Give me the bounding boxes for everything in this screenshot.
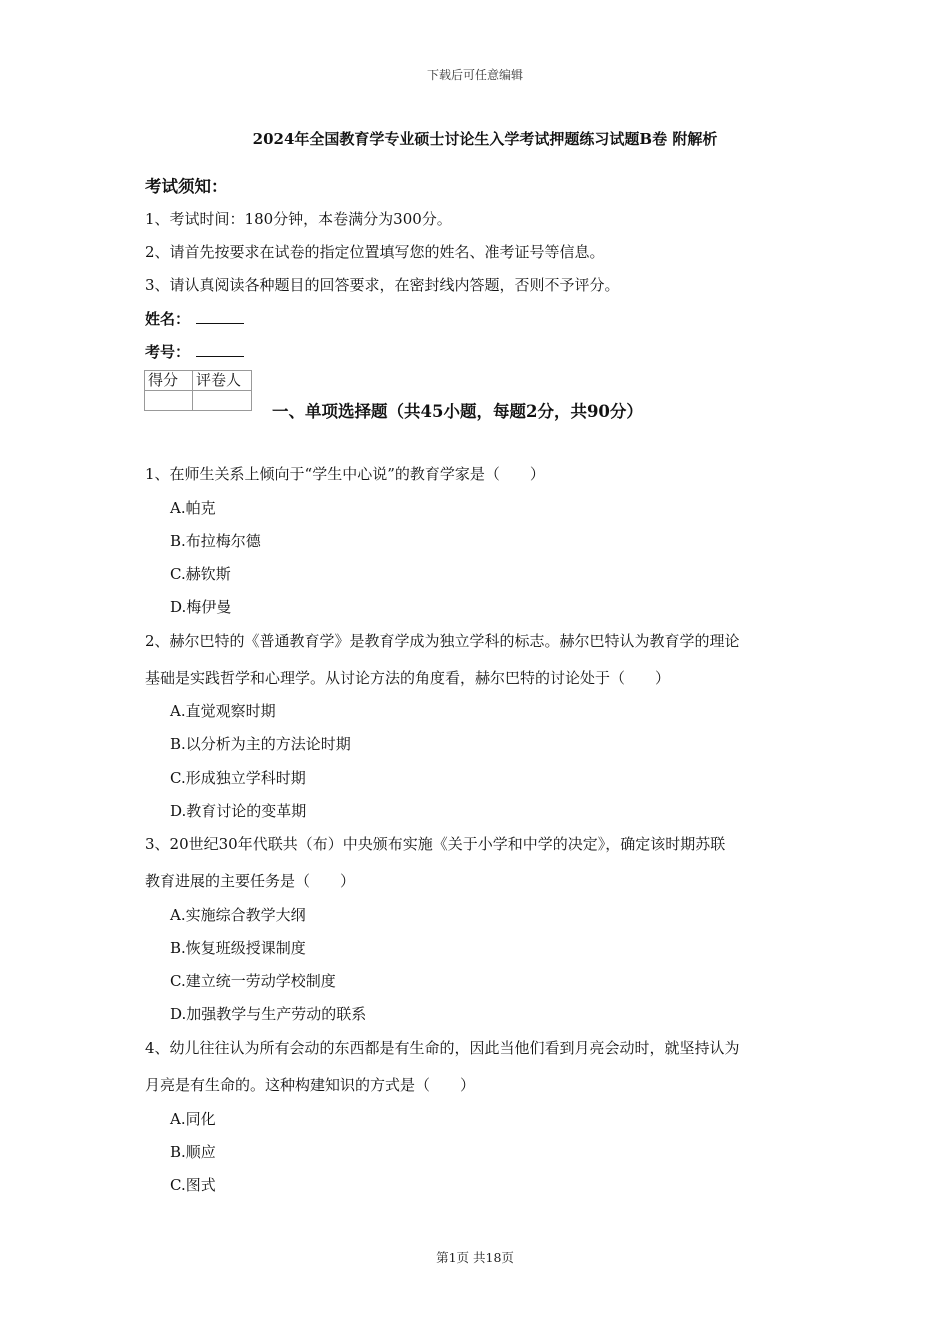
notice-heading: 考试须知： (145, 177, 228, 196)
exam-id-field (145, 341, 244, 362)
question-text: 4、幼儿往往认为所有会动的东西都是有生命的，因此当他们看到月亮会动时，就坚持认为 (145, 1039, 740, 1057)
question-text: 2、赫尔巴特的《普通教育学》是教育学成为独立学科的标志。赫尔巴特认为教育学的理论 (145, 632, 740, 650)
question-text: 基础是实践哲学和心理学。从讨论方法的角度看，赫尔巴特的讨论处于（ ） (145, 669, 671, 687)
exam-id-blank (196, 342, 244, 357)
question-text: 3、20世纪30年代联共（布）中央颁布实施《关于小学和中学的决定》，确定该时期苏联 (145, 835, 726, 853)
question-option: B.顺应 (170, 1143, 216, 1161)
question-option: B.布拉梅尔德 (170, 532, 261, 550)
exam-id-label: 考号： (145, 343, 191, 361)
page-footer: 第1页 共18页 (436, 1250, 514, 1265)
question-option: D.教育讨论的变革期 (170, 802, 307, 820)
grader-cell (193, 391, 252, 411)
question-option: D.梅伊曼 (170, 598, 232, 616)
score-cell (145, 391, 193, 411)
grader-header: 评卷人 (193, 371, 252, 391)
name-field (145, 308, 244, 329)
notice-item: 2、请首先按要求在试卷的指定位置填写您的姓名、准考证号等信息。 (145, 243, 605, 261)
question-option: A.直觉观察时期 (170, 702, 276, 720)
score-table (144, 370, 252, 411)
notice-item: 3、请认真阅读各种题目的回答要求，在密封线内答题，否则不予评分。 (145, 276, 620, 294)
question-option: C.建立统一劳动学校制度 (170, 972, 336, 990)
question-option: C.形成独立学科时期 (170, 769, 306, 787)
name-blank (196, 309, 244, 324)
section-heading: 一、单项选择题（共45小题，每题2分，共90分） (272, 402, 643, 421)
notice-item: 1、考试时间：180分钟，本卷满分为300分。 (145, 210, 452, 228)
question-option: C.赫钦斯 (170, 565, 231, 583)
question-text: 月亮是有生命的。这种构建知识的方式是（ ） (145, 1076, 476, 1094)
document-title: 2024年全国教育学专业硕士讨论生入学考试押题练习试题B卷 附解析 (252, 130, 718, 148)
question-option: C.图式 (170, 1176, 216, 1194)
question-text: 1、在师生关系上倾向于“学生中心说”的教育学家是（ ） (145, 465, 545, 483)
question-option: B.以分析为主的方法论时期 (170, 735, 351, 753)
question-option: A.帕克 (170, 499, 216, 517)
name-label: 姓名： (145, 310, 191, 328)
header-note: 下载后可任意编辑 (426, 68, 523, 82)
question-text: 教育进展的主要任务是（ ） (145, 872, 356, 890)
question-option: B.恢复班级授课制度 (170, 939, 306, 957)
question-option: D.加强教学与生产劳动的联系 (170, 1005, 367, 1023)
score-header: 得分 (145, 371, 193, 391)
question-option: A.同化 (170, 1110, 216, 1128)
question-option: A.实施综合教学大纲 (170, 906, 306, 924)
